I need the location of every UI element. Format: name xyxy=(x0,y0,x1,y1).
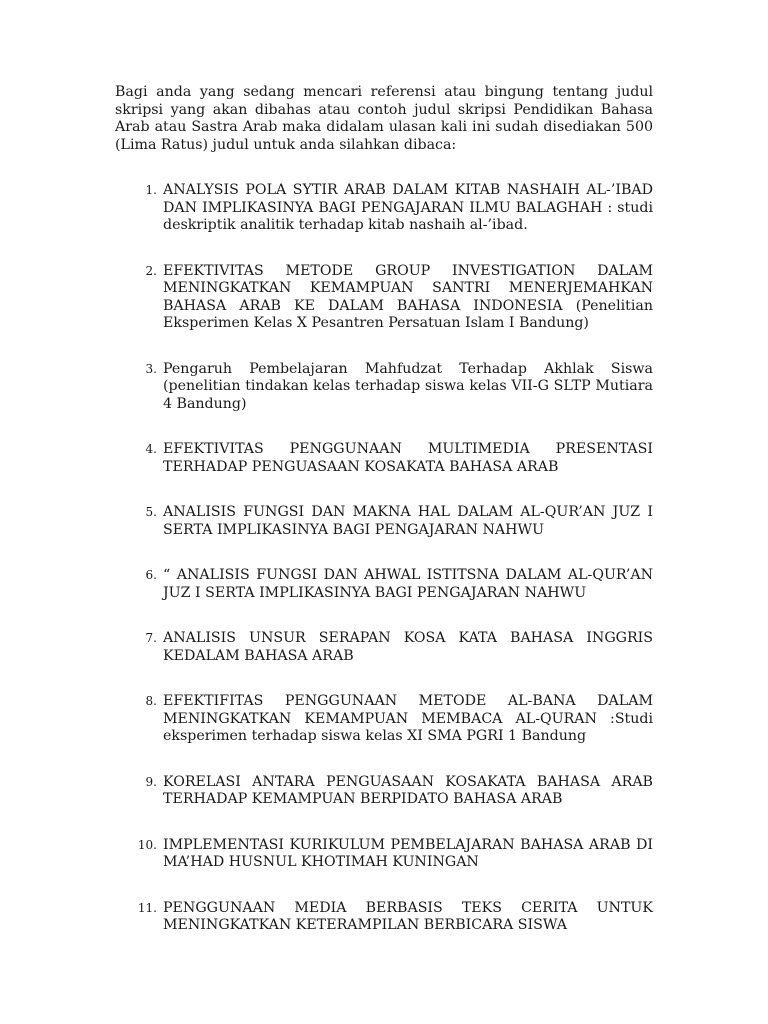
list-number: 1. xyxy=(145,183,157,197)
list-number: 5. xyxy=(145,505,157,519)
document-page xyxy=(115,84,653,935)
list-number: 4. xyxy=(145,442,157,456)
list-number: 9. xyxy=(145,774,157,789)
list-item xyxy=(115,693,653,746)
list-item-text: KORELASI ANTARA PENGUASAAN KOSAKATA BAHASA ARAB TERHADAP KEMAMPUAN BERPIDATO BAHASA ARAB xyxy=(163,773,653,807)
list-item-text: ANALISIS UNSUR SERAPAN KOSA KATA BAHASA INGGRIS KEDALAM BAHASA ARAB xyxy=(163,630,653,664)
list-item xyxy=(115,441,653,476)
list-item-text: Pengaruh Pembelajaran Mahfudzat Terhadap Akhlak Siswa (penelitian tindakan kelas terhadap siswa kelas VII-G SLTP Mutiara 4 Bandung) xyxy=(163,360,653,412)
list-item xyxy=(115,567,653,602)
list-number: 7. xyxy=(145,631,157,645)
list-number: 8. xyxy=(145,694,157,708)
list-item-text: EFEKTIFITAS PENGGUNAAN METODE AL-BANA DALAM MENINGKATKAN KEMAMPUAN MEMBACA AL-QURAN :Studi eksperimen terhadap siswa kelas XI SMA PGRI 1 Bandung xyxy=(163,693,653,744)
list-item-text: ANALISIS FUNGSI DAN MAKNA HAL DALAM AL-QUR’AN JUZ I SERTA IMPLIKASINYA BAGI PENGAJARAN NAHWU xyxy=(163,504,653,538)
list-item xyxy=(115,837,653,872)
list-item-text: IMPLEMENTASI KURIKULUM PEMBELAJARAN BAHASA ARAB DI MA’HAD HUSNUL KHOTIMAH KUNINGAN xyxy=(163,836,653,870)
list-number: 2. xyxy=(145,263,157,278)
list-number: 6. xyxy=(145,568,157,582)
list-item-text: PENGGUNAAN MEDIA BERBASIS TEKS CERITA UNTUK MENINGKATKAN KETERAMPILAN BERBICARA SISWA xyxy=(163,899,653,933)
list-item-text: ANALYSIS POLA SYTIR ARAB DALAM KITAB NASHAIH AL-’IBAD DAN IMPLIKASINYA BAGI PENGAJARAN ILMU BALAGHAH : studi deskriptik analitik terhadap kitab nashaih al-’ibad. xyxy=(163,182,653,233)
list-number: 3. xyxy=(145,361,157,376)
list-item xyxy=(115,630,653,665)
thesis-title-list xyxy=(115,182,653,935)
list-number: 11. xyxy=(137,900,157,915)
list-item xyxy=(115,504,653,539)
list-item xyxy=(115,900,653,935)
list-item-text: “ ANALISIS FUNGSI DAN AHWAL ISTITSNA DALAM AL-QUR’AN JUZ I SERTA IMPLIKASINYA BAGI PENGAJARAN NAHWU xyxy=(163,567,653,601)
list-item-text: EFEKTIVITAS PENGGUNAAN MULTIMEDIA PRESENTASI TERHADAP PENGUASAAN KOSAKATA BAHASA ARAB xyxy=(163,441,653,475)
list-item xyxy=(115,263,653,333)
list-item-text: EFEKTIVITAS METODE GROUP INVESTIGATION DALAM MENINGKATKAN KEMAMPUAN SANTRI MENERJEMAHKAN BAHASA ARAB KE DALAM BAHASA INDONESIA (Penelitian Eksperimen Kelas X Pesantren Persatuan Islam I Bandung) xyxy=(163,262,653,331)
intro-paragraph: Bagi anda yang sedang mencari referensi atau bingung tentang judul skripsi yang akan dibahas atau contoh judul skripsi Pendidikan Bahasa Arab atau Sastra Arab maka didalam ulasan kali ini sudah disediakan 500 (Lima Ratus) judul untuk anda silahkan dibaca: xyxy=(115,84,653,153)
list-item xyxy=(115,774,653,809)
list-item xyxy=(115,182,653,235)
list-number: 10. xyxy=(137,837,157,852)
list-item xyxy=(115,361,653,414)
